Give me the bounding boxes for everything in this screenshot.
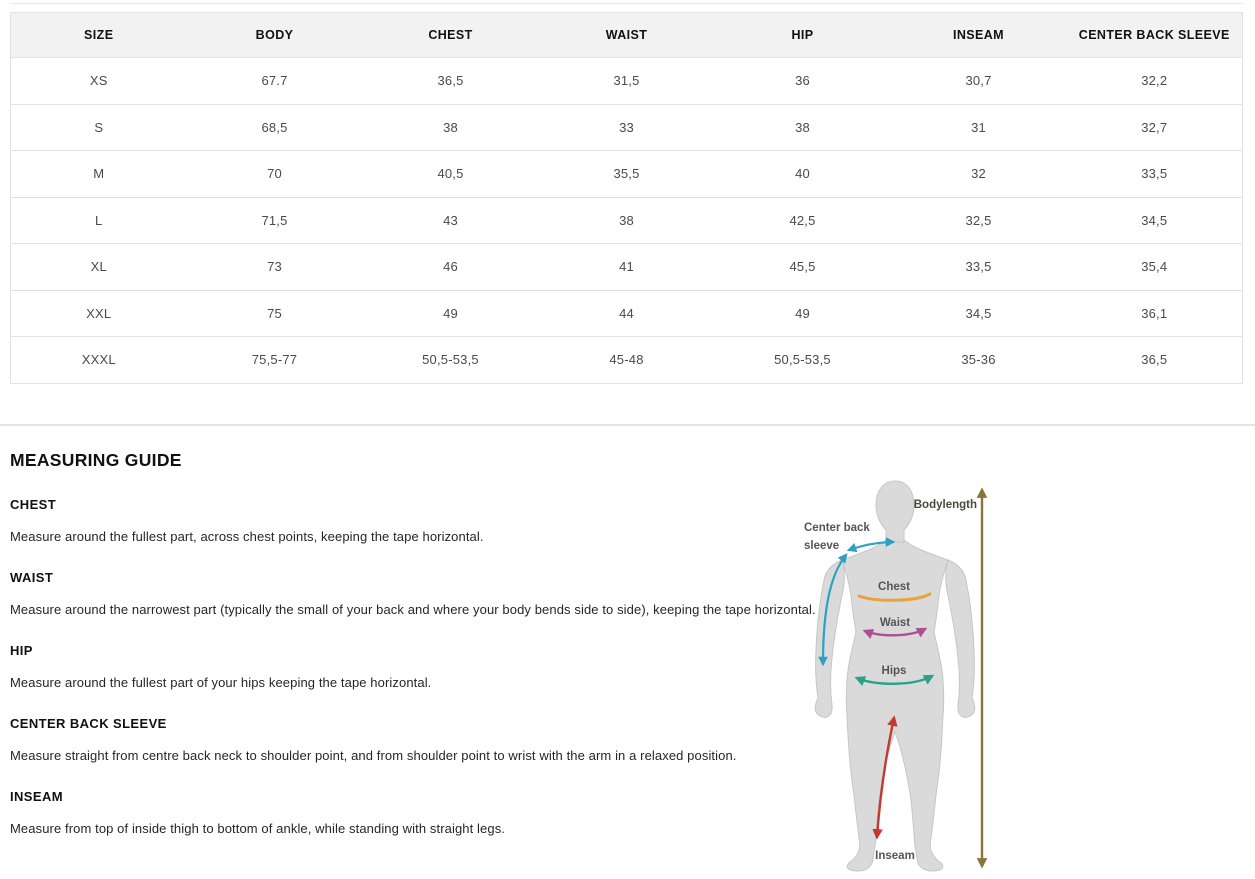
column-header: SIZE <box>11 13 187 58</box>
table-cell: 68,5 <box>187 104 363 151</box>
guide-section <box>10 570 816 617</box>
table-cell: 43 <box>363 197 539 244</box>
table-cell: 50,5-53,5 <box>363 337 539 384</box>
guide-section <box>10 497 800 544</box>
table-cell: 32,5 <box>891 197 1067 244</box>
table-cell: 32,2 <box>1067 58 1243 105</box>
table-cell: 33,5 <box>1067 151 1243 198</box>
table-cell: 45-48 <box>539 337 715 384</box>
table-row <box>11 290 1243 337</box>
table-cell: L <box>11 197 187 244</box>
measuring-guide-title: MEASURING GUIDE <box>10 450 182 470</box>
table-cell: 32,7 <box>1067 104 1243 151</box>
guide-section <box>10 716 800 763</box>
table-cell: 36,5 <box>363 58 539 105</box>
table-cell: 75,5-77 <box>187 337 363 384</box>
table-cell: 70 <box>187 151 363 198</box>
body-measurement-diagram <box>780 460 1000 879</box>
center-back-sleeve-label-line2: sleeve <box>804 540 840 552</box>
guide-section <box>10 643 800 690</box>
table-cell: 71,5 <box>187 197 363 244</box>
top-hairline <box>10 3 1243 4</box>
guide-section-text: Measure around the fullest part, across chest points, keeping the tape horizontal. <box>10 529 484 544</box>
table-cell: 44 <box>539 290 715 337</box>
waist-label: Waist <box>879 617 911 629</box>
bodylength-label: Bodylength <box>913 499 977 511</box>
table-cell: XS <box>11 58 187 105</box>
guide-section-heading: HIP <box>10 643 33 658</box>
chest-label: Chest <box>878 581 910 593</box>
table-cell: 35-36 <box>891 337 1067 384</box>
guide-section-heading: CHEST <box>10 497 57 512</box>
guide-section-heading: INSEAM <box>10 789 63 804</box>
table-row <box>11 104 1243 151</box>
measuring-guide-sections <box>10 497 816 836</box>
table-cell: 41 <box>539 244 715 291</box>
table-cell: 34,5 <box>891 290 1067 337</box>
table-row <box>11 58 1243 105</box>
table-row <box>11 197 1243 244</box>
table-cell: 40 <box>715 151 891 198</box>
table-cell: 75 <box>187 290 363 337</box>
size-chart-header <box>11 13 1243 58</box>
table-cell: 30,7 <box>891 58 1067 105</box>
table-cell: 33,5 <box>891 244 1067 291</box>
silhouette-right-arm <box>946 560 975 717</box>
table-cell: XL <box>11 244 187 291</box>
guide-section-text: Measure from top of inside thigh to bottom of ankle, while standing with straight legs. <box>10 821 506 836</box>
column-header: INSEAM <box>891 13 1067 58</box>
column-header: BODY <box>187 13 363 58</box>
table-cell: 33 <box>539 104 715 151</box>
guide-section-heading: WAIST <box>10 570 54 585</box>
column-header: CHEST <box>363 13 539 58</box>
guide-section <box>10 789 800 836</box>
table-cell: 40,5 <box>363 151 539 198</box>
table-cell: 35,5 <box>539 151 715 198</box>
table-cell: 35,4 <box>1067 244 1243 291</box>
table-cell: 38 <box>363 104 539 151</box>
table-cell: 73 <box>187 244 363 291</box>
size-chart-table <box>10 12 1243 384</box>
table-cell: 42,5 <box>715 197 891 244</box>
body-diagram-svg <box>780 460 1000 879</box>
table-cell: 49 <box>715 290 891 337</box>
table-cell: 50,5-53,5 <box>715 337 891 384</box>
guide-section-text: Measure straight from centre back neck to shoulder point, and from shoulder point to wrist with the arm in a relaxed position. <box>10 748 737 763</box>
hips-label: Hips <box>881 665 907 677</box>
table-cell: S <box>11 104 187 151</box>
measuring-guide <box>10 450 816 836</box>
guide-section-text: Measure around the narrowest part (typically the small of your back and where your body bends side to side), keeping the tape horizontal. <box>10 602 816 617</box>
table-cell: 67.7 <box>187 58 363 105</box>
table-row <box>11 244 1243 291</box>
column-header: HIP <box>715 13 891 58</box>
table-row <box>11 151 1243 198</box>
silhouette-head <box>876 481 914 542</box>
table-cell: 31,5 <box>539 58 715 105</box>
table-cell: M <box>11 151 187 198</box>
table-cell: 34,5 <box>1067 197 1243 244</box>
table-cell: 31 <box>891 104 1067 151</box>
table-cell: 32 <box>891 151 1067 198</box>
table-cell: XXXL <box>11 337 187 384</box>
size-table-body <box>11 58 1243 384</box>
table-cell: 38 <box>539 197 715 244</box>
column-header: CENTER BACK SLEEVE <box>1067 13 1243 58</box>
table-cell: XXL <box>11 290 187 337</box>
table-cell: 36,1 <box>1067 290 1243 337</box>
table-row <box>11 337 1243 384</box>
silhouette-left-arm <box>815 560 844 717</box>
table-cell: 49 <box>363 290 539 337</box>
table-cell: 38 <box>715 104 891 151</box>
column-header: WAIST <box>539 13 715 58</box>
guide-section-text: Measure around the fullest part of your hips keeping the tape horizontal. <box>10 675 432 690</box>
table-cell: 46 <box>363 244 539 291</box>
header-row <box>11 13 1243 58</box>
section-divider <box>0 424 1255 426</box>
guide-section-heading: CENTER BACK SLEEVE <box>10 716 167 731</box>
table-cell: 45,5 <box>715 244 891 291</box>
table-cell: 36 <box>715 58 891 105</box>
center-back-sleeve-label-line1: Center back <box>804 522 870 534</box>
inseam-label: Inseam <box>875 850 915 862</box>
table-cell: 36,5 <box>1067 337 1243 384</box>
